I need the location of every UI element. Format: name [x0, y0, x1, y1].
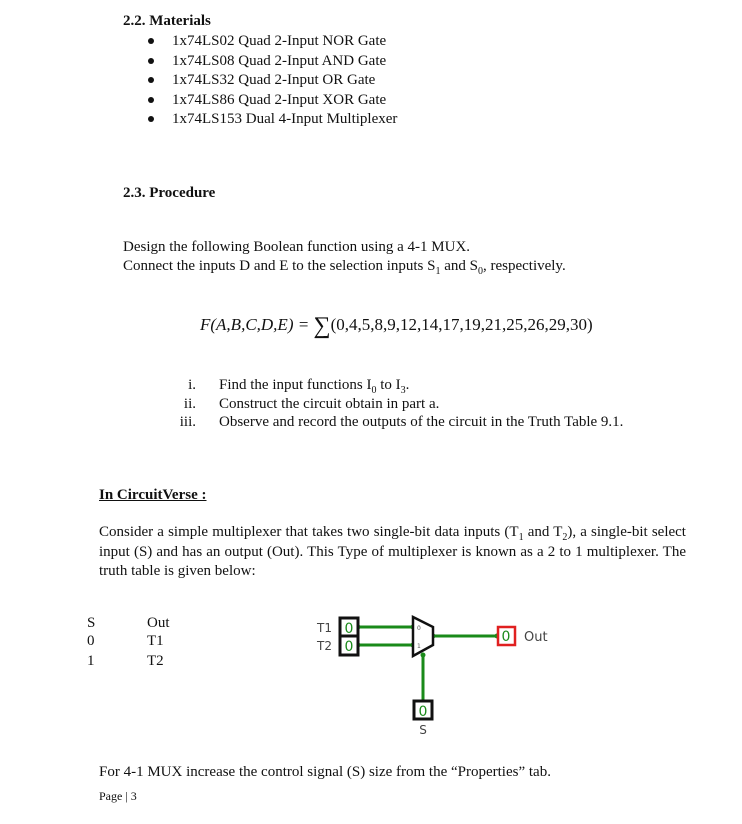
t2-value: 0 — [344, 639, 354, 655]
materials-heading: 2.2. Materials — [123, 13, 211, 29]
table-header: Out — [147, 615, 170, 631]
procedure-heading: 2.3. Procedure — [123, 185, 216, 201]
circuitverse-heading: In CircuitVerse : — [99, 487, 207, 503]
material-item: 1x74LS08 Quad 2-Input AND Gate — [172, 53, 387, 69]
table-header: S — [87, 615, 96, 631]
mux-in0-label: 0 — [417, 625, 421, 632]
step-number: ii. — [183, 396, 196, 412]
page-number: Page | 3 — [99, 789, 137, 803]
s-value: 0 — [418, 704, 428, 720]
out-value: 0 — [501, 629, 511, 645]
table-cell: 0 — [87, 633, 95, 649]
table-cell: T1 — [147, 633, 164, 649]
table-cell: T2 — [147, 653, 164, 669]
step-text: Find the input functions $I_0$ to $I_3$. — [219, 377, 410, 396]
material-item: 1x74LS32 Quad 2-Input OR Gate — [172, 72, 376, 88]
procedure-line: Design the following Boolean function using a 4-1 MUX. — [123, 239, 471, 255]
mux-symbol — [413, 617, 433, 656]
mux-in1-label: 1 — [417, 643, 421, 650]
out-label: Out — [524, 630, 548, 645]
material-item: 1x74LS02 Quad 2-Input NOR Gate — [172, 33, 387, 49]
step-text: Observe and record the outputs of the circuit in the Truth Table 9.1. — [219, 414, 624, 430]
table-cell: 1 — [87, 653, 95, 669]
s-label: S — [419, 723, 427, 737]
t1-label: T1 — [317, 621, 332, 635]
step-number: i. — [188, 377, 196, 393]
footer-note: For 4-1 MUX increase the control signal (S) size from the “Properties” tab. — [99, 764, 551, 780]
step-text: Construct the circuit obtain in part a. — [219, 396, 440, 412]
t2-label: T2 — [317, 639, 332, 653]
circuitverse-paragraph: Consider a simple multiplexer that takes two single-bit data inputs ($T_1$ and $T_2$), a single-bit select input (S) and has an output (Out). This Type of multiplexer is known as a 2 to 1 multiplexer. The truth table is given below: — [99, 524, 686, 579]
procedure-line: Connect the inputs D and E to the selection inputs $S_1$ and $S_0$, respectively. — [123, 258, 566, 277]
material-item: 1x74LS86 Quad 2-Input XOR Gate — [172, 92, 387, 108]
boolean-formula: F(A,B,C,D,E) = ∑(0,4,5,8,9,12,14,17,19,21,25,26,29,30) — [200, 313, 593, 339]
t1-value: 0 — [344, 621, 354, 637]
material-item: 1x74LS153 Dual 4-Input Multiplexer — [172, 111, 398, 127]
step-number: iii. — [179, 414, 196, 430]
